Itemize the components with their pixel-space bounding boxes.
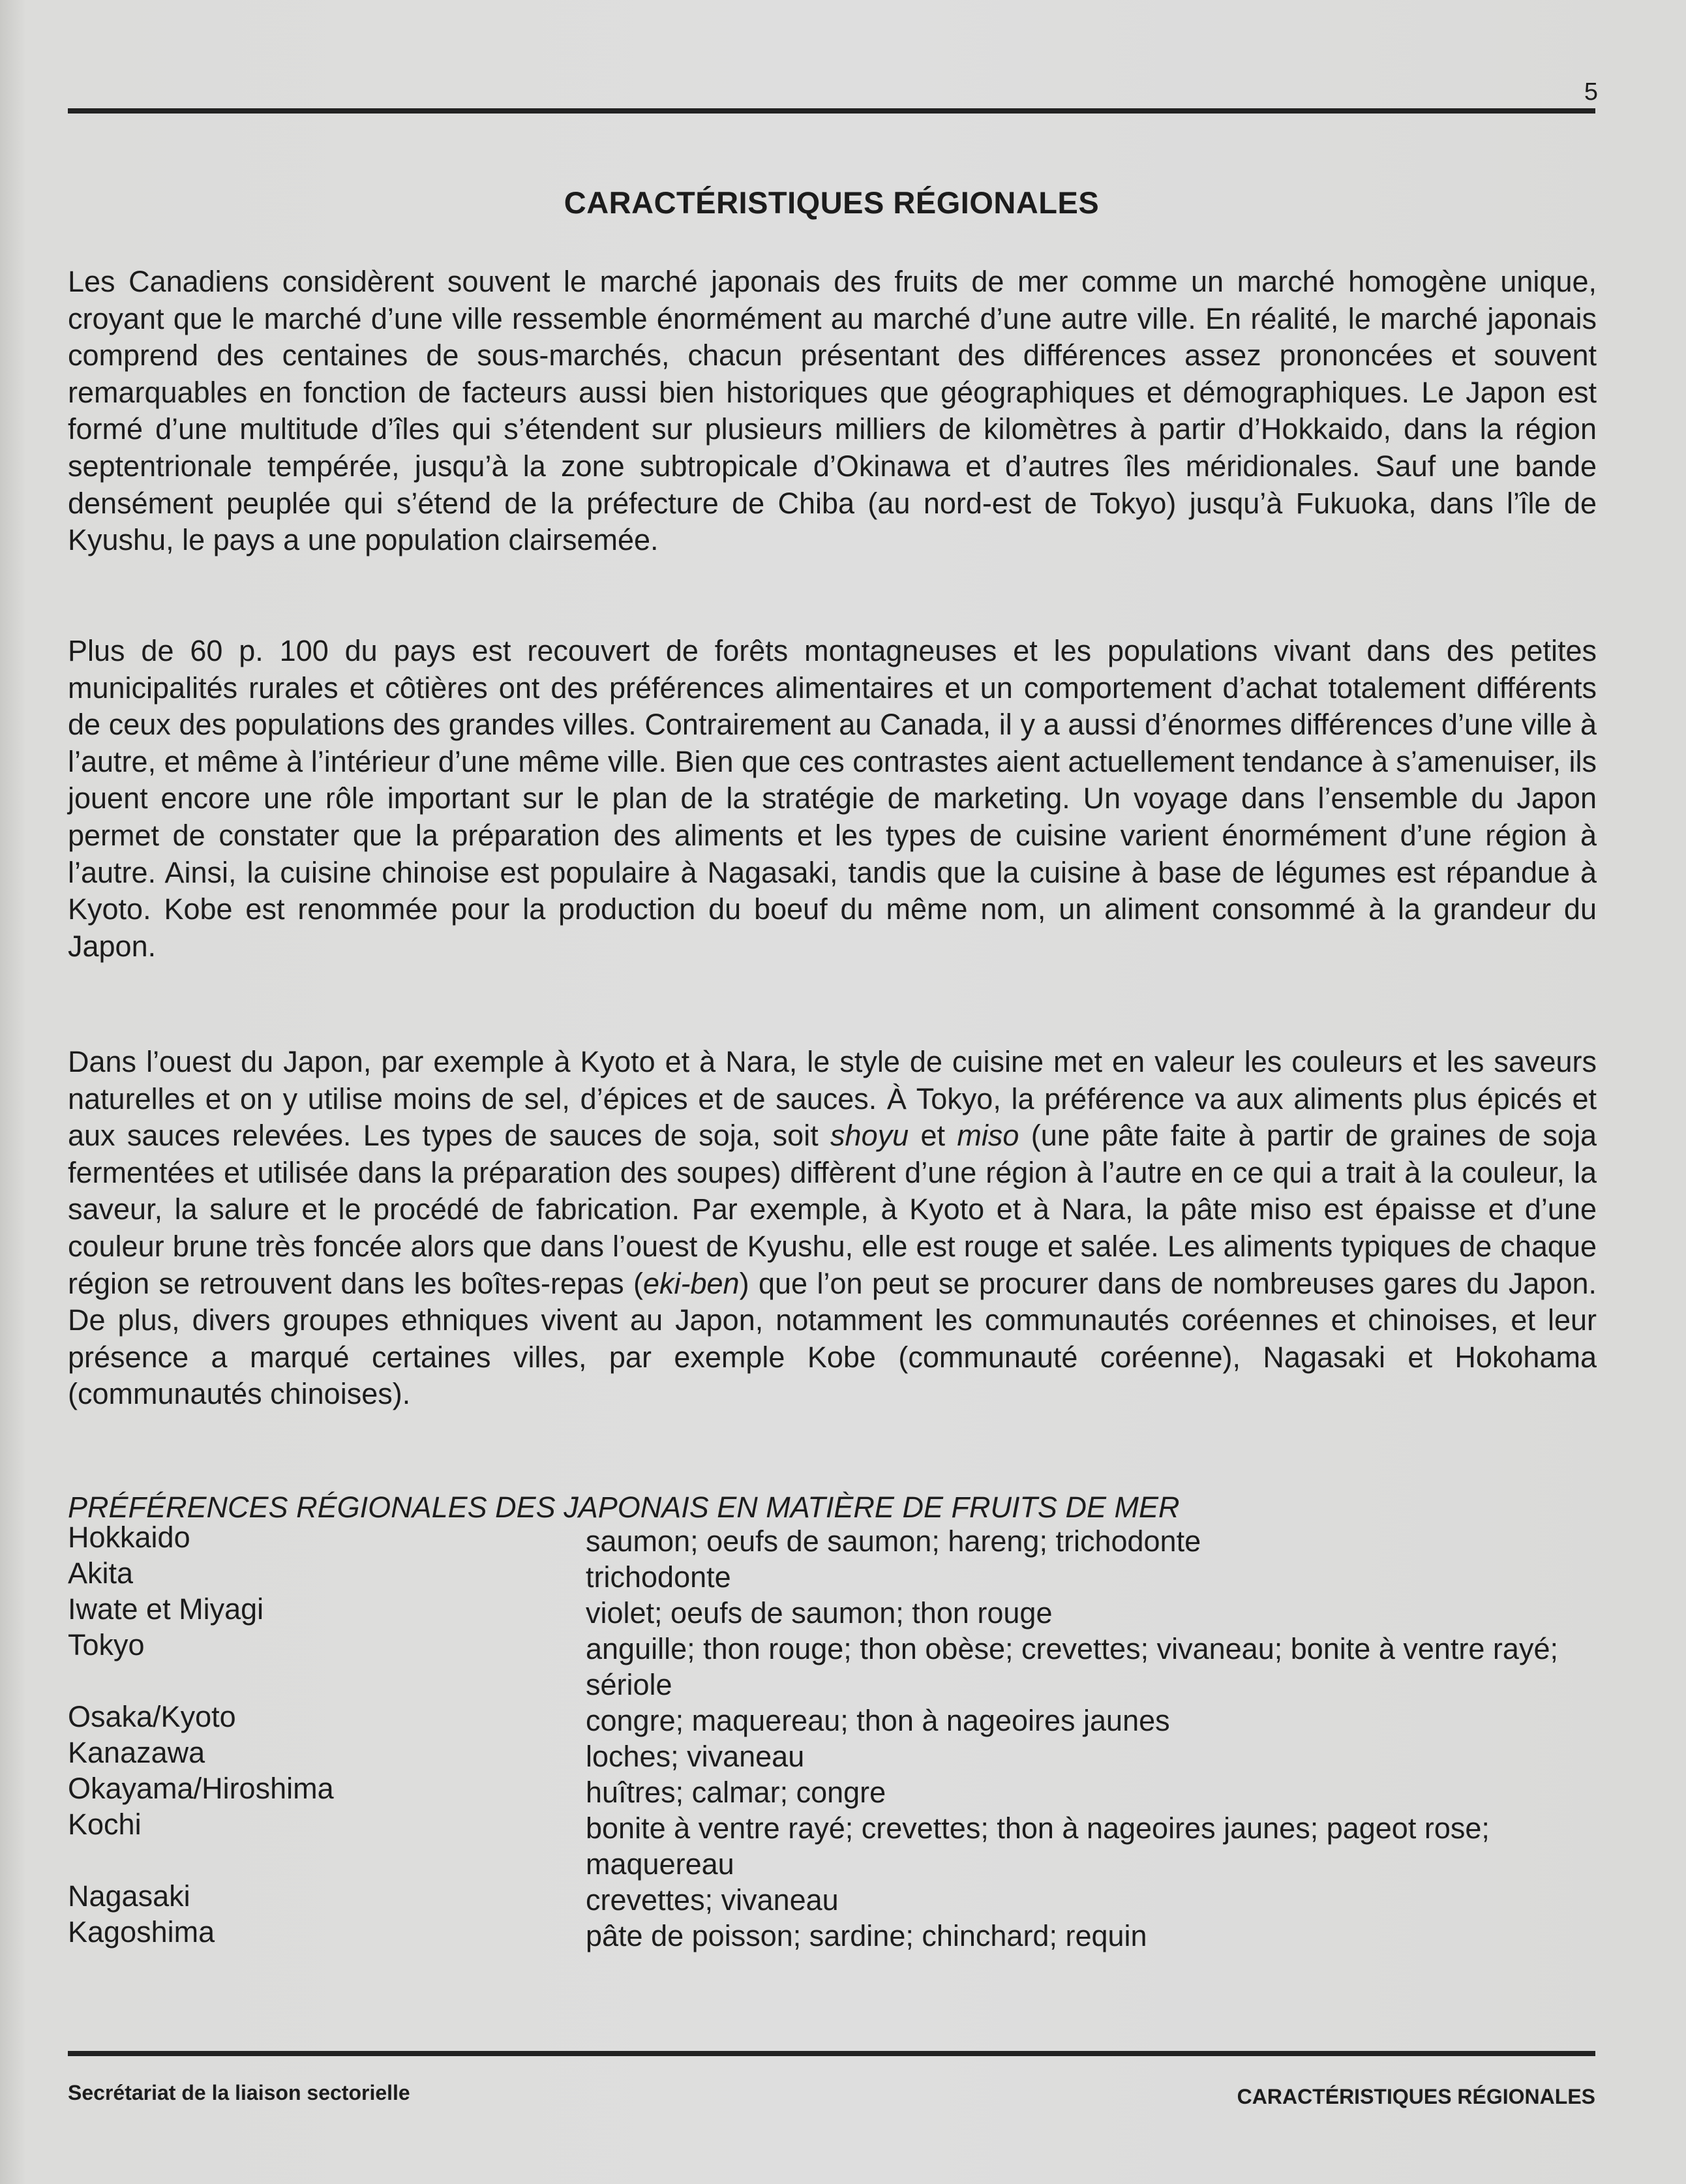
paragraph-text: Les Canadiens considèrent souvent le marché japonais des fruits de mer comme un marché homogène unique, croyant que le marché d’une ville ressemble énormément au marché d’une autre ville. En réalité, le marché japonais comprend des centaines de sous-marchés, chacun présentant des différences assez prononcées et souvent remarquables en fonction de facteurs aussi bien historiques que géographiques et démographiques. Le Japon est formé d’une multitude d’îles qui s’étendent sur plusieurs milliers de kilomètres à partir d’Hokkaido, dans la région septentrionale tempérée, jusqu’à la zone subtropicale d’Okinawa et d’autres îles méridionales. Sauf une bande densément peuplée qui s’étend de la préfecture de Chiba (au nord-est de Tokyo) jusqu’à Fukuoka, dans l’île de Kyushu, le pays a une population clairsemée. (68, 265, 1597, 557)
region-seafood: anguille; thon rouge; thon obèse; crevettes; vivaneau; bonite à ventre rayé; sériole (586, 1632, 1558, 1701)
list-item (68, 1700, 1597, 1738)
region-seafood: pâte de poisson; sardine; chinchard; requin (586, 1919, 1147, 1952)
text-run: Dans l’ouest du Japon, par exemple à Kyoto et à Nara, le style de cuisine met en valeur les couleurs et les saveurs naturelles et on y utilise moins de sel, d’épices et de sauces. À Tokyo, la préférence va aux aliments plus épicés et aux sauces relevées. Les types de sauces de soja, soit (68, 1045, 1597, 1153)
list-item (68, 1879, 1597, 1918)
region-seafood: bonite à ventre rayé; crevettes; thon à nageoires jaunes; pageot rose; maquereau (586, 1812, 1490, 1881)
paragraph-text: Plus de 60 p. 100 du pays est recouvert de forêts montagneuses et les populations vivant dans des petites municipalités rurales et côtières ont des préférences alimentaires et un comportement d’achat totalement différents de ceux des populations des grandes villes. Contrairement au Canada, il y a aussi d’énormes différences d’une ville à l’autre, et même à l’intérieur d’une même ville. Bien que ces contrastes aient actuellement tendance à s’amenuiser, ils jouent encore une rôle important sur le plan de la stratégie de marketing. Un voyage dans l’ensemble du Japon permet de constater que la préparation des aliments et les types de cuisine varient énormément d’une région à l’autre. Ainsi, la cuisine chinoise est populaire à Nagasaki, tandis que la cuisine à base de légumes est répandue à Kyoto. Kobe est renommée pour la production du boeuf du même nom, un aliment consommé à la grandeur du Japon. (68, 634, 1597, 963)
paragraph-geography (68, 633, 1597, 965)
paragraph-intro (68, 264, 1597, 559)
region-seafood: trichodonte (586, 1560, 731, 1594)
paragraph-text (68, 1044, 1597, 1413)
page-title: CARACTÉRISTIQUES RÉGIONALES (564, 185, 1100, 220)
italic-term-ekiben: eki-ben (642, 1266, 740, 1300)
region-name: Kochi (68, 1808, 142, 1841)
region-name: Osaka/Kyoto (68, 1700, 236, 1733)
list-item (68, 1738, 1597, 1774)
region-name: Kagoshima (68, 1915, 215, 1949)
region-name: Kanazawa (68, 1736, 205, 1769)
paragraph-cuisine (68, 1044, 1597, 1413)
region-seafood: violet; oeufs de saumon; thon rouge (586, 1596, 1053, 1630)
list-item (68, 1592, 1597, 1631)
region-seafood: saumon; oeufs de saumon; hareng; trichodonte (586, 1524, 1201, 1558)
text-run: et (909, 1119, 957, 1153)
list-item (68, 1915, 1597, 1954)
preferences-list-title: PRÉFÉRENCES RÉGIONALES DES JAPONAIS EN MATIÈRE DE FRUITS DE MER (68, 1491, 1180, 1524)
page-number: 5 (1584, 78, 1598, 106)
text-run: (une pâte faite à partir de graines de soja fermentées et utilisée dans la préparation des soupes) diffèrent d’une région à l’autre en ce qui a trait à la couleur, la saveur, la salure et le procédé de fabrication. Par exemple, à Kyoto et à Nara, la pâte miso est épaisse et d’une couleur brune très foncée alors que dans l’ouest de Kyushu, elle est rouge et salée. Les aliments typiques de chaque région se retrouvent dans les boîtes-repas ( (68, 1119, 1597, 1300)
list-item (68, 1556, 1597, 1595)
region-name: Okayama/Hiroshima (68, 1772, 334, 1805)
region-seafood: loches; vivaneau (586, 1740, 805, 1773)
footer-rule (68, 2051, 1595, 2056)
region-seafood: huîtres; calmar; congre (586, 1776, 886, 1809)
preferences-list (68, 1523, 1597, 1954)
footer-publisher: Secrétariat de la liaison sectorielle (68, 2081, 410, 2104)
region-name: Akita (68, 1556, 134, 1590)
region-name: Iwate et Miyagi (68, 1592, 264, 1626)
list-item (68, 1774, 1597, 1810)
list-item (68, 1628, 1597, 1703)
region-name: Hokkaido (68, 1521, 190, 1554)
list-item (68, 1523, 1597, 1559)
region-name: Nagasaki (68, 1879, 190, 1913)
italic-term-shoyu: shoyu (830, 1119, 909, 1153)
header-rule (68, 108, 1595, 114)
region-seafood: crevettes; vivaneau (586, 1883, 839, 1917)
region-seafood: congre; maquereau; thon à nageoires jaunes (586, 1704, 1170, 1737)
region-name: Tokyo (68, 1628, 145, 1661)
text-run: ) que l’on peut se procurer dans de nombreuses gares du Japon. De plus, divers groupes ethniques vivent au Japon, notamment les communautés coréennes et chinoises, et leur présence a marqué certaines villes, par exemple Kobe (communauté coréenne), Nagasaki et Hokohama (communautés chinoises). (68, 1266, 1597, 1411)
italic-term-miso: miso (957, 1119, 1019, 1153)
footer-section-title: CARACTÉRISTIQUES RÉGIONALES (1237, 2085, 1595, 2108)
list-item (68, 1810, 1597, 1882)
